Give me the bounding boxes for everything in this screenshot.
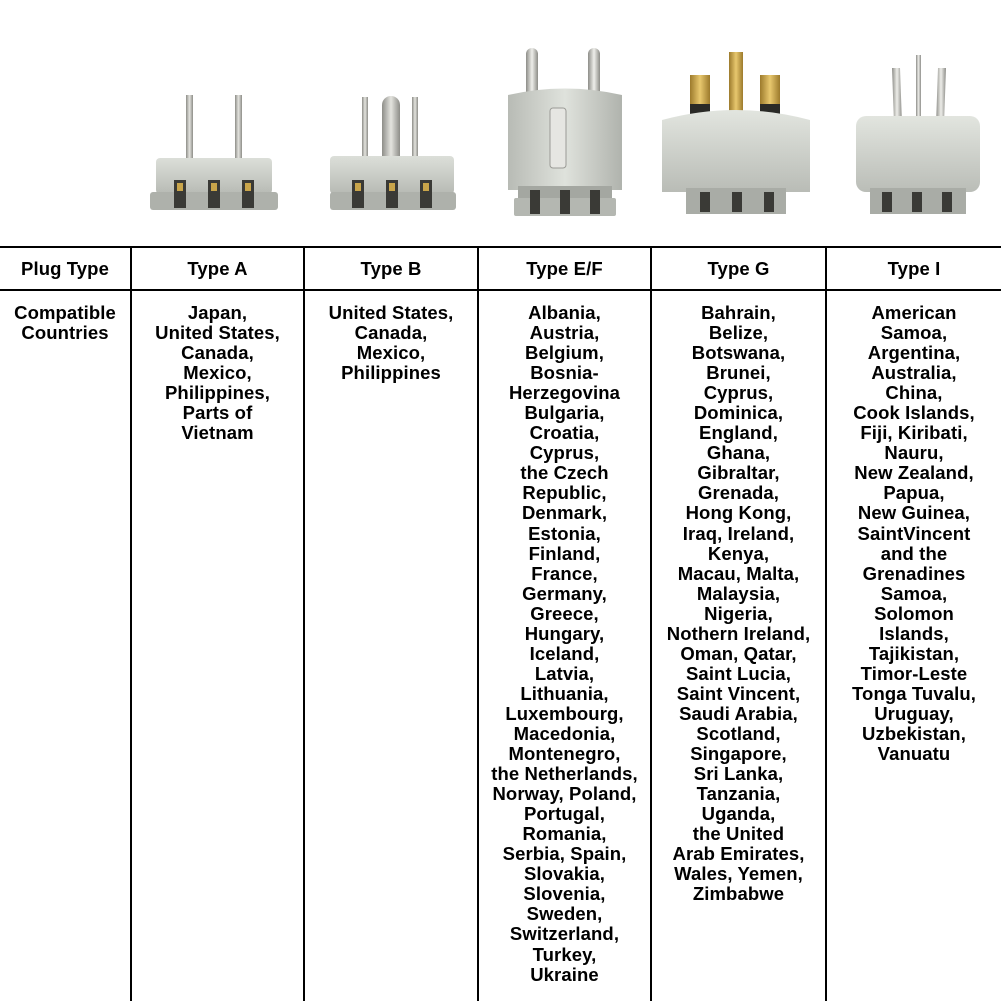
country-line: Papua, bbox=[883, 482, 945, 504]
country-line: Gibraltar, bbox=[697, 462, 780, 484]
country-line: Zimbabwe bbox=[692, 883, 785, 905]
country-line: Kenya, bbox=[707, 542, 770, 564]
country-line: Parts of bbox=[182, 402, 253, 424]
country-line: Slovenia, bbox=[523, 883, 606, 905]
country-line: Cyprus, bbox=[529, 442, 600, 464]
country-line: Luxembourg, bbox=[505, 702, 624, 724]
country-line: Uruguay, bbox=[874, 702, 954, 724]
country-line: Vietnam bbox=[181, 422, 254, 444]
country-line: Sri Lanka, bbox=[693, 763, 784, 785]
type-ef-plug-image bbox=[500, 0, 630, 246]
country-line: New Guinea, bbox=[857, 502, 971, 524]
country-line: Saudi Arabia, bbox=[679, 702, 798, 724]
header-divider bbox=[0, 289, 1001, 291]
country-line: England, bbox=[699, 422, 778, 444]
country-line: Germany, bbox=[522, 582, 607, 604]
country-line: Australia, bbox=[871, 362, 957, 384]
plug-type-header: Plug Type bbox=[21, 258, 109, 279]
plug-images-row bbox=[0, 0, 1001, 246]
country-line: Lithuania, bbox=[520, 682, 609, 704]
country-line: Croatia, bbox=[529, 422, 600, 444]
country-line: Cook Islands, bbox=[853, 402, 975, 424]
country-line: Portugal, bbox=[523, 803, 606, 825]
country-line: Singapore, bbox=[690, 743, 787, 765]
country-line: Bosnia- bbox=[530, 362, 599, 384]
country-line: Republic, bbox=[522, 482, 607, 504]
country-line: New Zealand, bbox=[854, 462, 974, 484]
country-line: Uganda, bbox=[701, 803, 776, 825]
country-line: Slovakia, bbox=[523, 863, 606, 885]
country-line: United States, bbox=[155, 322, 280, 344]
country-line: Philippines bbox=[341, 362, 441, 384]
type-a-plug-image bbox=[140, 0, 288, 246]
country-line: Mexico, bbox=[183, 362, 252, 384]
country-line: Fiji, Kiribati, bbox=[860, 422, 968, 444]
type-a-header: Type A bbox=[187, 258, 248, 279]
country-line: Nigeria, bbox=[704, 602, 773, 624]
country-line: Ukraine bbox=[530, 963, 599, 985]
country-line: the United bbox=[692, 823, 785, 845]
type-i-countries bbox=[827, 303, 1001, 764]
country-line: Argentina, bbox=[867, 342, 961, 364]
country-line: Saint Vincent, bbox=[676, 682, 801, 704]
country-line: France, bbox=[531, 562, 598, 584]
country-line: Norway, Poland, bbox=[492, 783, 637, 805]
country-line: Macedonia, bbox=[513, 722, 616, 744]
type-i-header: Type I bbox=[887, 258, 941, 279]
country-line: Hong Kong, bbox=[685, 502, 792, 524]
country-line: Botswana, bbox=[691, 342, 786, 364]
country-line: Saint Lucia, bbox=[685, 662, 792, 684]
country-line: Vanuatu bbox=[877, 743, 951, 765]
country-line: Scotland, bbox=[696, 722, 781, 744]
country-line: Timor-Leste bbox=[860, 662, 968, 684]
country-line: Hungary, bbox=[524, 622, 605, 644]
type-b-countries bbox=[305, 303, 477, 383]
country-line: the Czech bbox=[520, 462, 609, 484]
country-line: Switzerland, bbox=[509, 923, 620, 945]
country-line: Belgium, bbox=[525, 342, 604, 364]
type-g-countries bbox=[652, 303, 825, 904]
country-line: Sweden, bbox=[526, 903, 603, 925]
type-i-plug-image bbox=[848, 0, 988, 246]
country-line: Herzegovina bbox=[508, 382, 621, 404]
country-line: SaintVincent bbox=[857, 522, 971, 544]
country-line: Tanzania, bbox=[696, 783, 781, 805]
country-line: Cyprus, bbox=[703, 382, 774, 404]
country-line: Islands, bbox=[879, 622, 949, 644]
country-line: Grenadines bbox=[862, 562, 966, 584]
country-line: Japan, bbox=[187, 302, 248, 323]
country-line: Belize, bbox=[708, 322, 769, 344]
country-line: Nothern Ireland, bbox=[666, 622, 811, 644]
country-line: Estonia, bbox=[528, 522, 601, 544]
country-line: Samoa, bbox=[880, 322, 948, 344]
country-line: Latvia, bbox=[534, 662, 595, 684]
country-line: Macau, Malta, bbox=[677, 562, 800, 584]
country-line: Nauru, bbox=[884, 442, 944, 464]
country-line: Austria, bbox=[529, 322, 600, 344]
plug-compatibility-table bbox=[0, 246, 1001, 1001]
country-line: Uzbekistan, bbox=[862, 722, 966, 744]
country-line: Tajikistan, bbox=[868, 642, 960, 664]
country-line: American bbox=[871, 302, 957, 323]
country-line: Ghana, bbox=[706, 442, 771, 464]
type-g-header: Type G bbox=[707, 258, 770, 279]
country-line: Canada, bbox=[181, 342, 254, 364]
country-line: the Netherlands, bbox=[491, 763, 638, 785]
country-line: Wales, Yemen, bbox=[674, 863, 803, 885]
type-ef-header: Type E/F bbox=[526, 258, 603, 279]
table-top-border bbox=[0, 246, 1001, 248]
country-line: Greece, bbox=[530, 602, 599, 624]
country-line: Bulgaria, bbox=[524, 402, 605, 424]
country-line: Samoa, bbox=[880, 582, 948, 604]
country-line: Arab Emirates, bbox=[672, 843, 805, 865]
country-line: Tonga Tuvalu, bbox=[852, 682, 976, 704]
type-b-plug-image bbox=[322, 0, 462, 246]
country-line: and the bbox=[880, 542, 948, 564]
country-line: United States, bbox=[328, 302, 454, 323]
type-b-header: Type B bbox=[360, 258, 422, 279]
country-line: Serbia, Spain, bbox=[502, 843, 627, 865]
country-line: Iraq, Ireland, bbox=[682, 522, 795, 544]
country-line: Brunei, bbox=[706, 362, 771, 384]
country-line: Mexico, bbox=[356, 342, 426, 364]
country-line: Denmark, bbox=[521, 502, 608, 524]
type-a-countries bbox=[132, 303, 303, 443]
country-line: Canada, bbox=[354, 322, 428, 344]
country-line: Romania, bbox=[522, 823, 607, 845]
country-line: China, bbox=[885, 382, 943, 404]
country-line: Solomon bbox=[874, 602, 954, 624]
country-line: Albania, bbox=[528, 302, 601, 323]
country-line: Grenada, bbox=[698, 482, 779, 504]
country-line: Iceland, bbox=[529, 642, 600, 664]
country-line: Bahrain, bbox=[701, 302, 776, 323]
type-g-plug-image bbox=[656, 0, 816, 246]
country-line: Finland, bbox=[528, 542, 601, 564]
compatible-countries-label: Compatible Countries bbox=[14, 302, 116, 344]
country-line: Dominica, bbox=[693, 402, 784, 424]
type-ef-countries bbox=[479, 303, 650, 985]
country-line: Malaysia, bbox=[696, 582, 781, 604]
country-line: Montenegro, bbox=[508, 743, 621, 765]
country-line: Turkey, bbox=[532, 943, 597, 965]
country-line: Philippines, bbox=[164, 382, 271, 404]
country-line: Oman, Qatar, bbox=[680, 642, 797, 664]
